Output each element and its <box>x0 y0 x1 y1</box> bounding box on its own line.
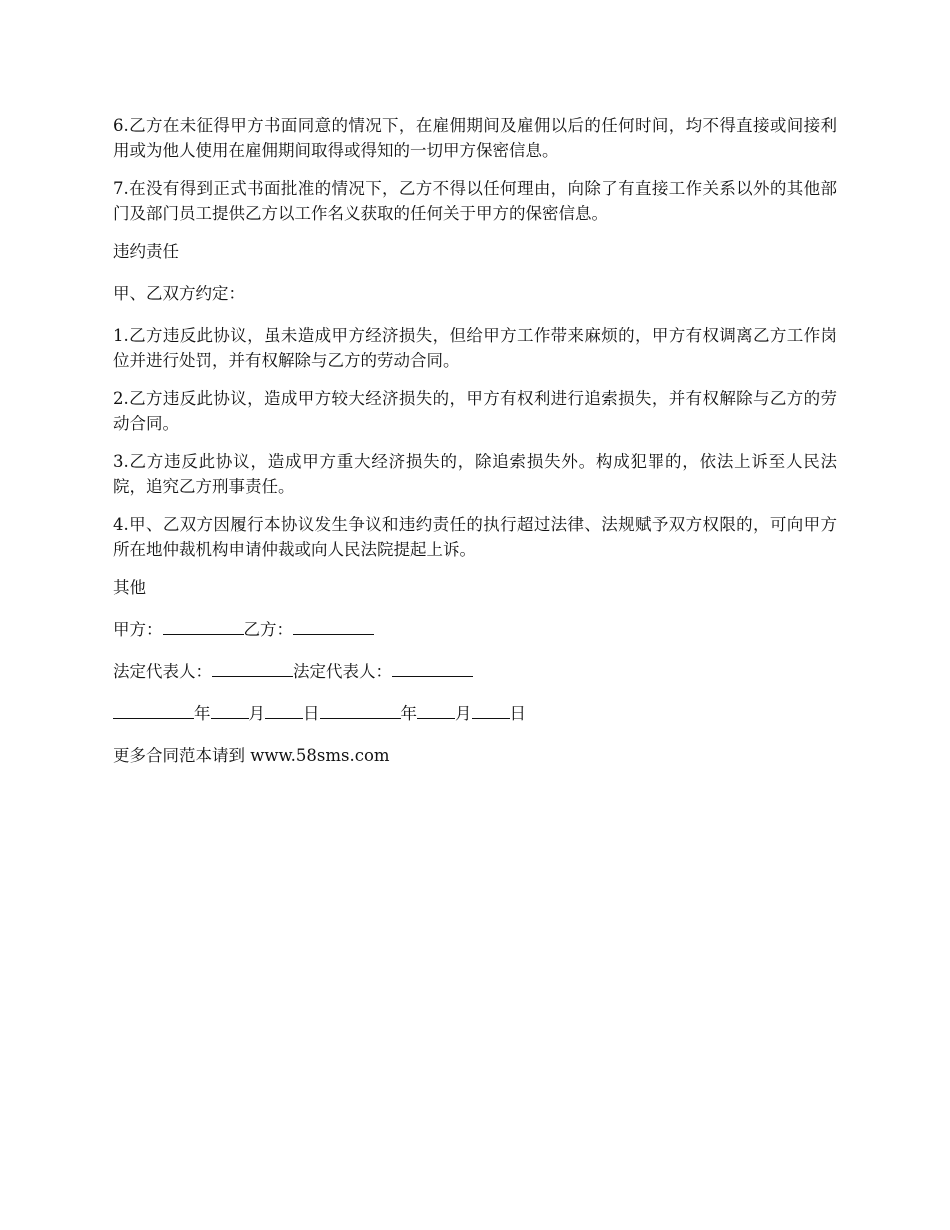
party-a-blank[interactable] <box>163 617 244 635</box>
month-label: 月 <box>248 704 265 723</box>
section-heading-breach: 违约责任 <box>113 242 179 261</box>
clause-7: 7.在没有得到正式书面批准的情况下，乙方不得以任何理由，向除了有直接工作关系以外的其他部门及部门员工提供乙方以工作名义获取的任何关于甲方的保密信息。 <box>113 179 837 223</box>
month-label: 月 <box>455 704 472 723</box>
footer-prefix: 更多合同范本请到 <box>113 746 251 765</box>
party-b-blank[interactable] <box>293 617 374 635</box>
date-b-year-blank[interactable] <box>320 701 401 719</box>
day-label: 日 <box>509 704 526 723</box>
footer-note <box>113 743 837 768</box>
breach-clause-2: 2.乙方违反此协议，造成甲方较大经济损失的，甲方有权利进行追索损失，并有权解除与乙方的劳动合同。 <box>113 389 837 433</box>
date-b-month-blank[interactable] <box>417 701 455 719</box>
footer-site-link[interactable]: www.58sms.com <box>250 746 390 765</box>
date-line <box>113 701 837 726</box>
day-label: 日 <box>303 704 320 723</box>
date-a-year-blank[interactable] <box>113 701 194 719</box>
breach-clause-3: 3.乙方违反此协议，造成甲方重大经济损失的，除追索损失外。构成犯罪的，依法上诉至人民法院，追究乙方刑事责任。 <box>113 452 837 496</box>
breach-clause-1: 1.乙方违反此协议，虽未造成甲方经济损失，但给甲方工作带来麻烦的，甲方有权调离乙方工作岗位并进行处罚，并有权解除与乙方的劳动合同。 <box>113 326 837 370</box>
rep-b-blank[interactable] <box>392 659 473 677</box>
party-signature-line <box>113 617 837 642</box>
clause-6: 6.乙方在未征得甲方书面同意的情况下，在雇佣期间及雇佣以后的任何时间，均不得直接或间接利用或为他人使用在雇佣期间取得或得知的一切甲方保密信息。 <box>113 116 837 160</box>
party-b-label: 乙方： <box>243 620 293 639</box>
rep-b-label: 法定代表人： <box>293 662 392 681</box>
date-a-month-blank[interactable] <box>211 701 249 719</box>
date-a-day-blank[interactable] <box>265 701 303 719</box>
breach-clause-4: 4.甲、乙双方因履行本协议发生争议和违约责任的执行超过法律、法规赋予双方权限的，可向甲方所在地仲裁机构申请仲裁或向人民法院提起上诉。 <box>113 515 837 559</box>
rep-a-blank[interactable] <box>212 659 293 677</box>
representative-signature-line <box>113 659 837 684</box>
party-a-label: 甲方： <box>113 620 163 639</box>
agreement-intro: 甲、乙双方约定： <box>113 284 245 303</box>
section-heading-other: 其他 <box>113 578 146 597</box>
rep-a-label: 法定代表人： <box>113 662 212 681</box>
year-label: 年 <box>400 704 417 723</box>
date-b-day-blank[interactable] <box>472 701 510 719</box>
document-body <box>113 113 837 785</box>
year-label: 年 <box>194 704 211 723</box>
